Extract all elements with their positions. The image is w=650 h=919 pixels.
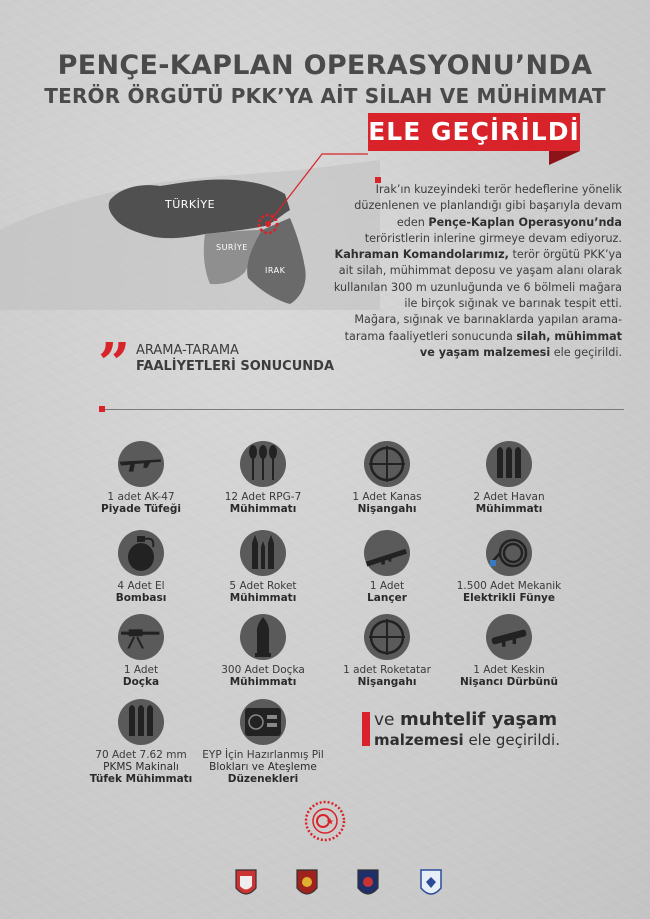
tail-b: muhtelif yaşam [399,709,558,730]
item-grenade-name: Bombası [115,592,167,604]
tail-text [374,710,560,750]
item-mortar-ammo [434,441,584,515]
air-forces-logo-icon [418,868,444,900]
search-line-1: ARAMA-TARAMA [136,343,239,358]
divider-marker [99,406,105,412]
region-map [0,150,380,310]
tail-a: ve [374,710,400,730]
item-fuse-name: Elektrikli Fünye [462,592,556,604]
item-rl-sight-qty: 1 adet Roketatar [343,664,431,676]
search-line-2: FAALİYETLERİ SONUCUNDA [136,359,335,374]
item-kanas-name: Nişangahı [357,503,417,515]
rpg-rounds-icon [240,441,286,487]
item-eyp-name: Blokları ve Ateşleme [209,761,317,773]
item-dshk-ammo-name: Mühimmatı [229,676,297,688]
intro-p3-c: ele geçirildi. [550,345,622,359]
item-dshk-ammo-qty: 300 Adet Doçka [221,664,305,676]
item-kanas-qty: 1 Adet Kanas [352,491,422,503]
item-ak47-name: Piyade Tüfeği [101,503,181,515]
item-eyp-qty: EYP İçin Hazırlanmış Pil [202,749,324,761]
land-forces-logo-icon [294,868,320,900]
map-label-turkey: TÜRKİYE [165,198,216,211]
section-divider [100,409,624,410]
item-mortar-qty: 2 Adet Havan [473,491,545,503]
item-sniper-qty: 1 Adet Keskin [473,664,545,676]
launcher-icon [364,530,410,576]
item-launcher-name: Lançer [367,592,407,604]
crosshair-icon [364,441,410,487]
intro-p1-a: Irak’ın kuzeyindeki terör hedeflerine yönelik düzenlenen ve planlandığı gibi başarıyla devam eden [354,183,622,229]
item-pkms-name-2: Tüfek Mühimmatı [89,773,193,785]
item-sniper-name: Nişancı Dürbünü [460,676,558,688]
quote-mark-icon: ” [98,331,131,397]
title-line-2: TERÖR ÖRGÜTÜ PKK’YA AİT SİLAH VE MÜHİMMAT [44,84,606,108]
tail-c: malzemesi [374,731,464,749]
naval-forces-logo-icon [355,868,381,900]
item-eyp-batteries [188,699,338,785]
item-sniper-scope [434,614,584,688]
map-label-syria: SURİYE [216,243,248,252]
item-pkms-qty: 70 Adet 7.62 mm [95,749,187,761]
ammo-rounds-icon [118,699,164,745]
armed-forces-emblem-icon [304,798,346,844]
tail-d: ele geçirildi. [463,731,560,749]
item-pkms-name: PKMS Makinalı [103,761,179,773]
item-fuse [434,530,584,604]
title-line-1: PENÇE-KAPLAN OPERASYONU’NDA [57,50,593,81]
map-label-iraq: IRAK [265,266,286,275]
item-ak47-qty: 1 adet AK-47 [107,491,175,503]
item-launcher-qty: 1 Adet [369,580,405,592]
search-heading [136,343,334,375]
item-rocket-name: Mühimmatı [229,592,297,604]
intro-p1-c: teröristlerin inlerine girmeye devam ediyoruz. [364,231,622,245]
intro-p1-b: Pençe-Kaplan Operasyonu’nda [428,215,622,229]
crosshair-icon [364,614,410,660]
item-rpg7-name: Mühimmatı [229,503,297,515]
item-dshk-name: Doçka [122,676,160,688]
bullet-icon [240,614,286,660]
intro-p3-a: Mağara, sığınak ve barınaklarda yapılan arama-tarama faaliyetleri sonucunda [344,313,622,343]
item-mortar-name: Mühimmatı [475,503,543,515]
intro-p3-b: silah, mühimmat ve yaşam malzemesi [419,329,622,359]
item-rl-sight-name: Nişangahı [357,676,417,688]
intro-p2-a: Kahraman Komandolarımız, [334,248,509,262]
scope-icon [486,614,532,660]
item-eyp-name-2: Düzenekleri [227,773,299,785]
rifle-icon [118,441,164,487]
intro-p2-b: terör örgütü PKK’ya ait silah, mühimmat deposu ve yaşam alanı olarak kullanılan 300 m uzunluğunda ve 6 bölmeli mağara ile birçok sığınak ve barınak tespit etti. [333,248,622,311]
grenade-icon [118,530,164,576]
intro-text [330,182,622,361]
heavy-machine-gun-icon [118,614,164,660]
item-fuse-qty: 1.500 Adet Mekanik [456,580,562,592]
battery-block-icon [240,699,286,745]
item-dshk-qty: 1 Adet [123,664,159,676]
rocket-icon [240,530,286,576]
item-rpg7-qty: 12 Adet RPG-7 [224,491,302,503]
tail-marker [362,712,370,746]
general-staff-logo-icon [233,868,259,900]
mortar-rounds-icon [486,441,532,487]
banner-fold [549,151,580,165]
item-grenade-qty: 4 Adet El [117,580,165,592]
item-rocket-qty: 5 Adet Roket [229,580,297,592]
fuse-cable-icon [486,530,532,576]
captured-banner: ELE GEÇİRİLDİ [368,113,580,151]
